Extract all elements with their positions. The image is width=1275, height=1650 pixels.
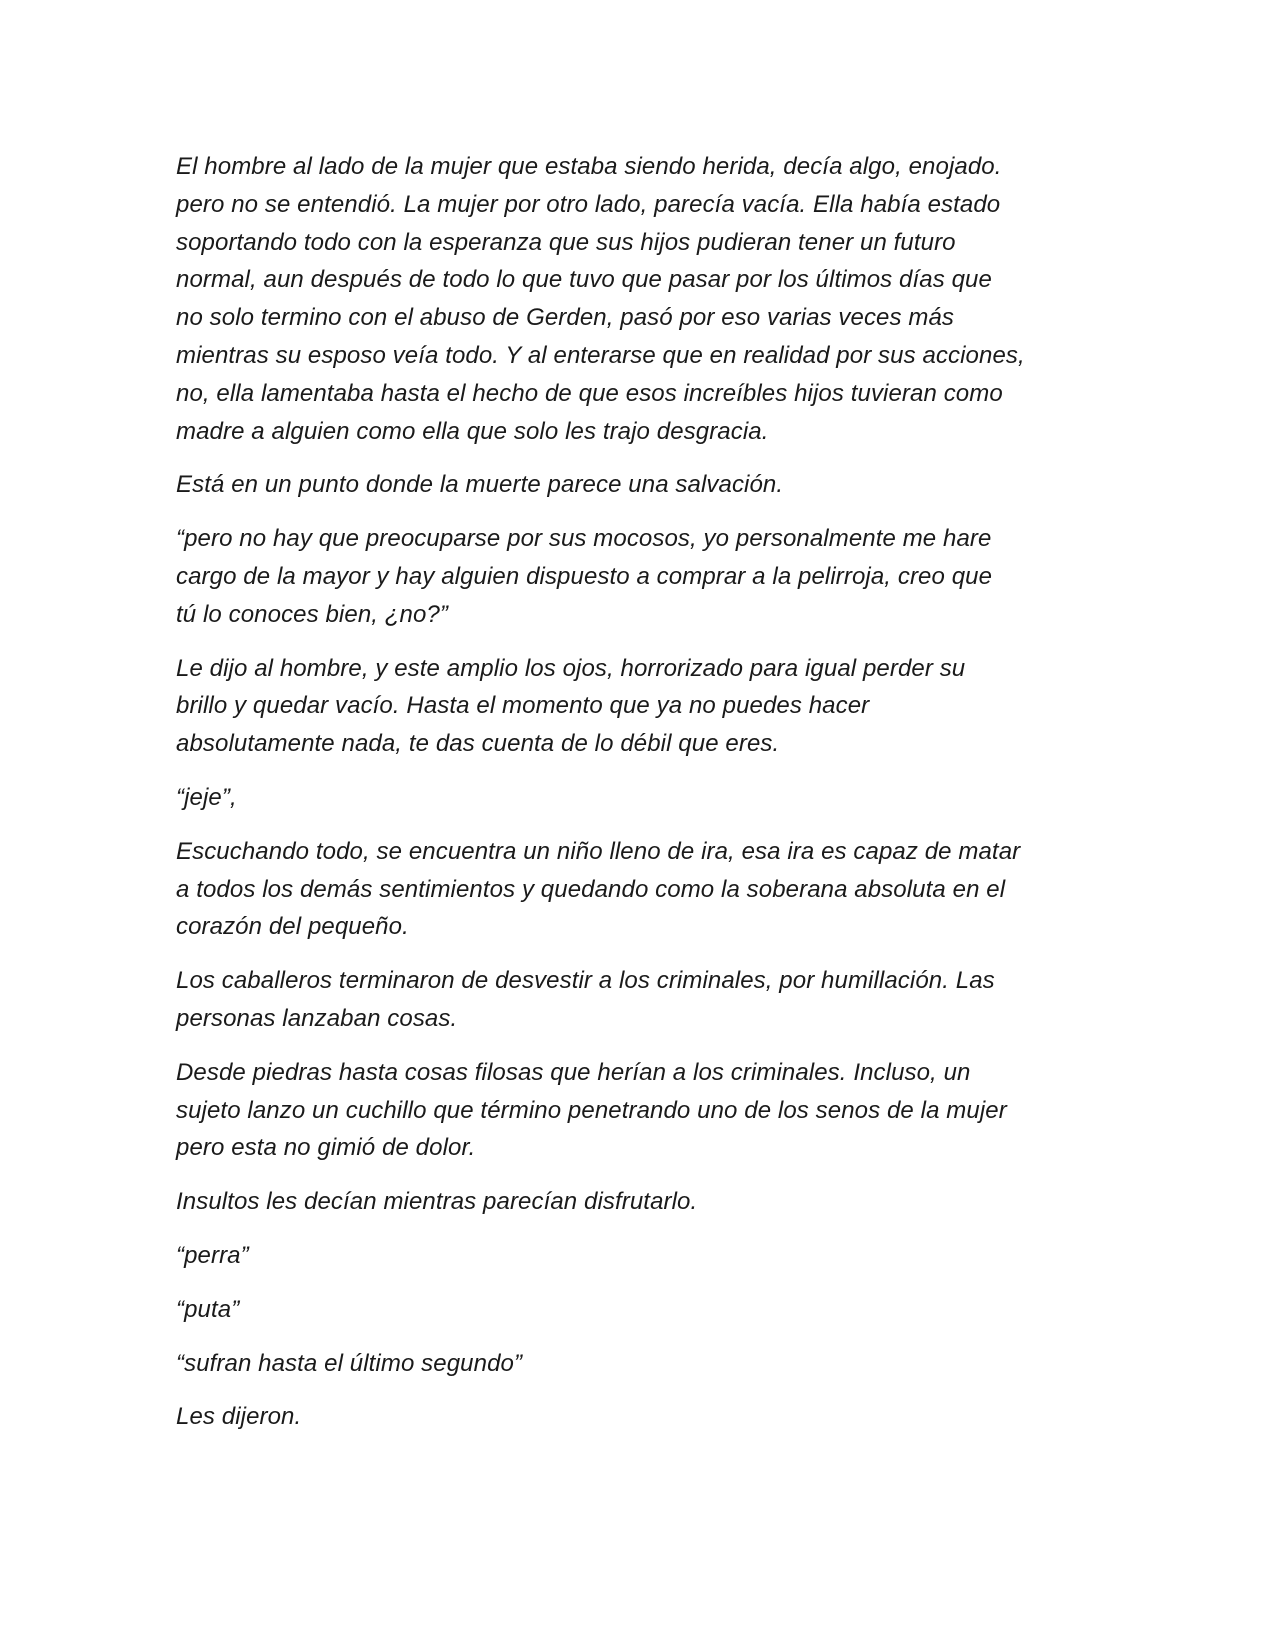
text-line: Está en un punto donde la muerte parece una salvación. bbox=[176, 471, 784, 499]
text-line: tú lo conoces bien, ¿no?” bbox=[176, 600, 448, 628]
text-line: Les dijeron. bbox=[176, 1403, 302, 1431]
text-line: Desde piedras hasta cosas filosas que herían a los criminales. Incluso, un bbox=[176, 1058, 971, 1086]
paragraph bbox=[176, 833, 1096, 946]
paragraph bbox=[176, 148, 1096, 450]
text-line: El hombre al lado de la mujer que estaba siendo herida, decía algo, enojado. bbox=[176, 153, 1002, 180]
paragraph bbox=[176, 962, 1096, 1038]
text-line: sujeto lanzo un cuchillo que término penetrando uno de los senos de la mujer bbox=[176, 1096, 1007, 1124]
text-line: “perra” bbox=[176, 1241, 249, 1269]
paragraph bbox=[176, 1398, 1096, 1436]
text-line: “puta” bbox=[176, 1295, 240, 1323]
text-line: Le dijo al hombre, y este amplio los ojos, horrorizado para igual perder su bbox=[176, 654, 966, 682]
text-line: pero esta no gimió de dolor. bbox=[176, 1134, 476, 1162]
text-line: “sufran hasta el último segundo” bbox=[176, 1349, 523, 1377]
paragraph bbox=[176, 466, 1096, 504]
text-line: Los caballeros terminaron de desvestir a los criminales, por humillación. Las bbox=[176, 967, 995, 995]
text-line: madre a alguien como ella que solo les trajo desgracia. bbox=[176, 417, 769, 445]
text-line: no, ella lamentaba hasta el hecho de que esos increíbles hijos tuvieran como bbox=[176, 379, 1003, 407]
text-line: Escuchando todo, se encuentra un niño lleno de ira, esa ira es capaz de matar bbox=[176, 837, 1021, 865]
text-line: no solo termino con el abuso de Gerden, pasó por eso varias veces más bbox=[176, 304, 954, 332]
paragraph bbox=[176, 520, 1096, 633]
text-line: corazón del pequeño. bbox=[176, 913, 409, 941]
text-line: pero no se entendió. La mujer por otro lado, parecía vacía. Ella había estado bbox=[176, 190, 1001, 218]
paragraph bbox=[176, 1183, 1096, 1221]
text-line: “jeje”, bbox=[176, 783, 237, 811]
text-line: personas lanzaban cosas. bbox=[176, 1004, 458, 1032]
body-text bbox=[176, 148, 1096, 1452]
text-line: “pero no hay que preocuparse por sus mocosos, yo personalmente me hare bbox=[176, 525, 992, 553]
paragraph bbox=[176, 650, 1096, 763]
paragraph bbox=[176, 779, 1096, 817]
paragraph bbox=[176, 1291, 1096, 1329]
paragraph bbox=[176, 1345, 1096, 1383]
text-line: normal, aun después de todo lo que tuvo que pasar por los últimos días que bbox=[176, 266, 992, 294]
text-line: soportando todo con la esperanza que sus hijos pudieran tener un futuro bbox=[176, 228, 956, 256]
text-line: brillo y quedar vacío. Hasta el momento que ya no puedes hacer bbox=[176, 692, 870, 720]
paragraph bbox=[176, 1054, 1096, 1167]
paragraph bbox=[176, 1237, 1096, 1275]
text-line: Insultos les decían mientras parecían disfrutarlo. bbox=[176, 1188, 698, 1216]
text-line: a todos los demás sentimientos y quedando como la soberana absoluta en el bbox=[176, 875, 1006, 903]
text-line: cargo de la mayor y hay alguien dispuesto a comprar a la pelirroja, creo que bbox=[176, 562, 993, 590]
text-line: mientras su esposo veía todo. Y al enterarse que en realidad por sus acciones, bbox=[176, 341, 1025, 369]
text-line: absolutamente nada, te das cuenta de lo débil que eres. bbox=[176, 730, 780, 758]
